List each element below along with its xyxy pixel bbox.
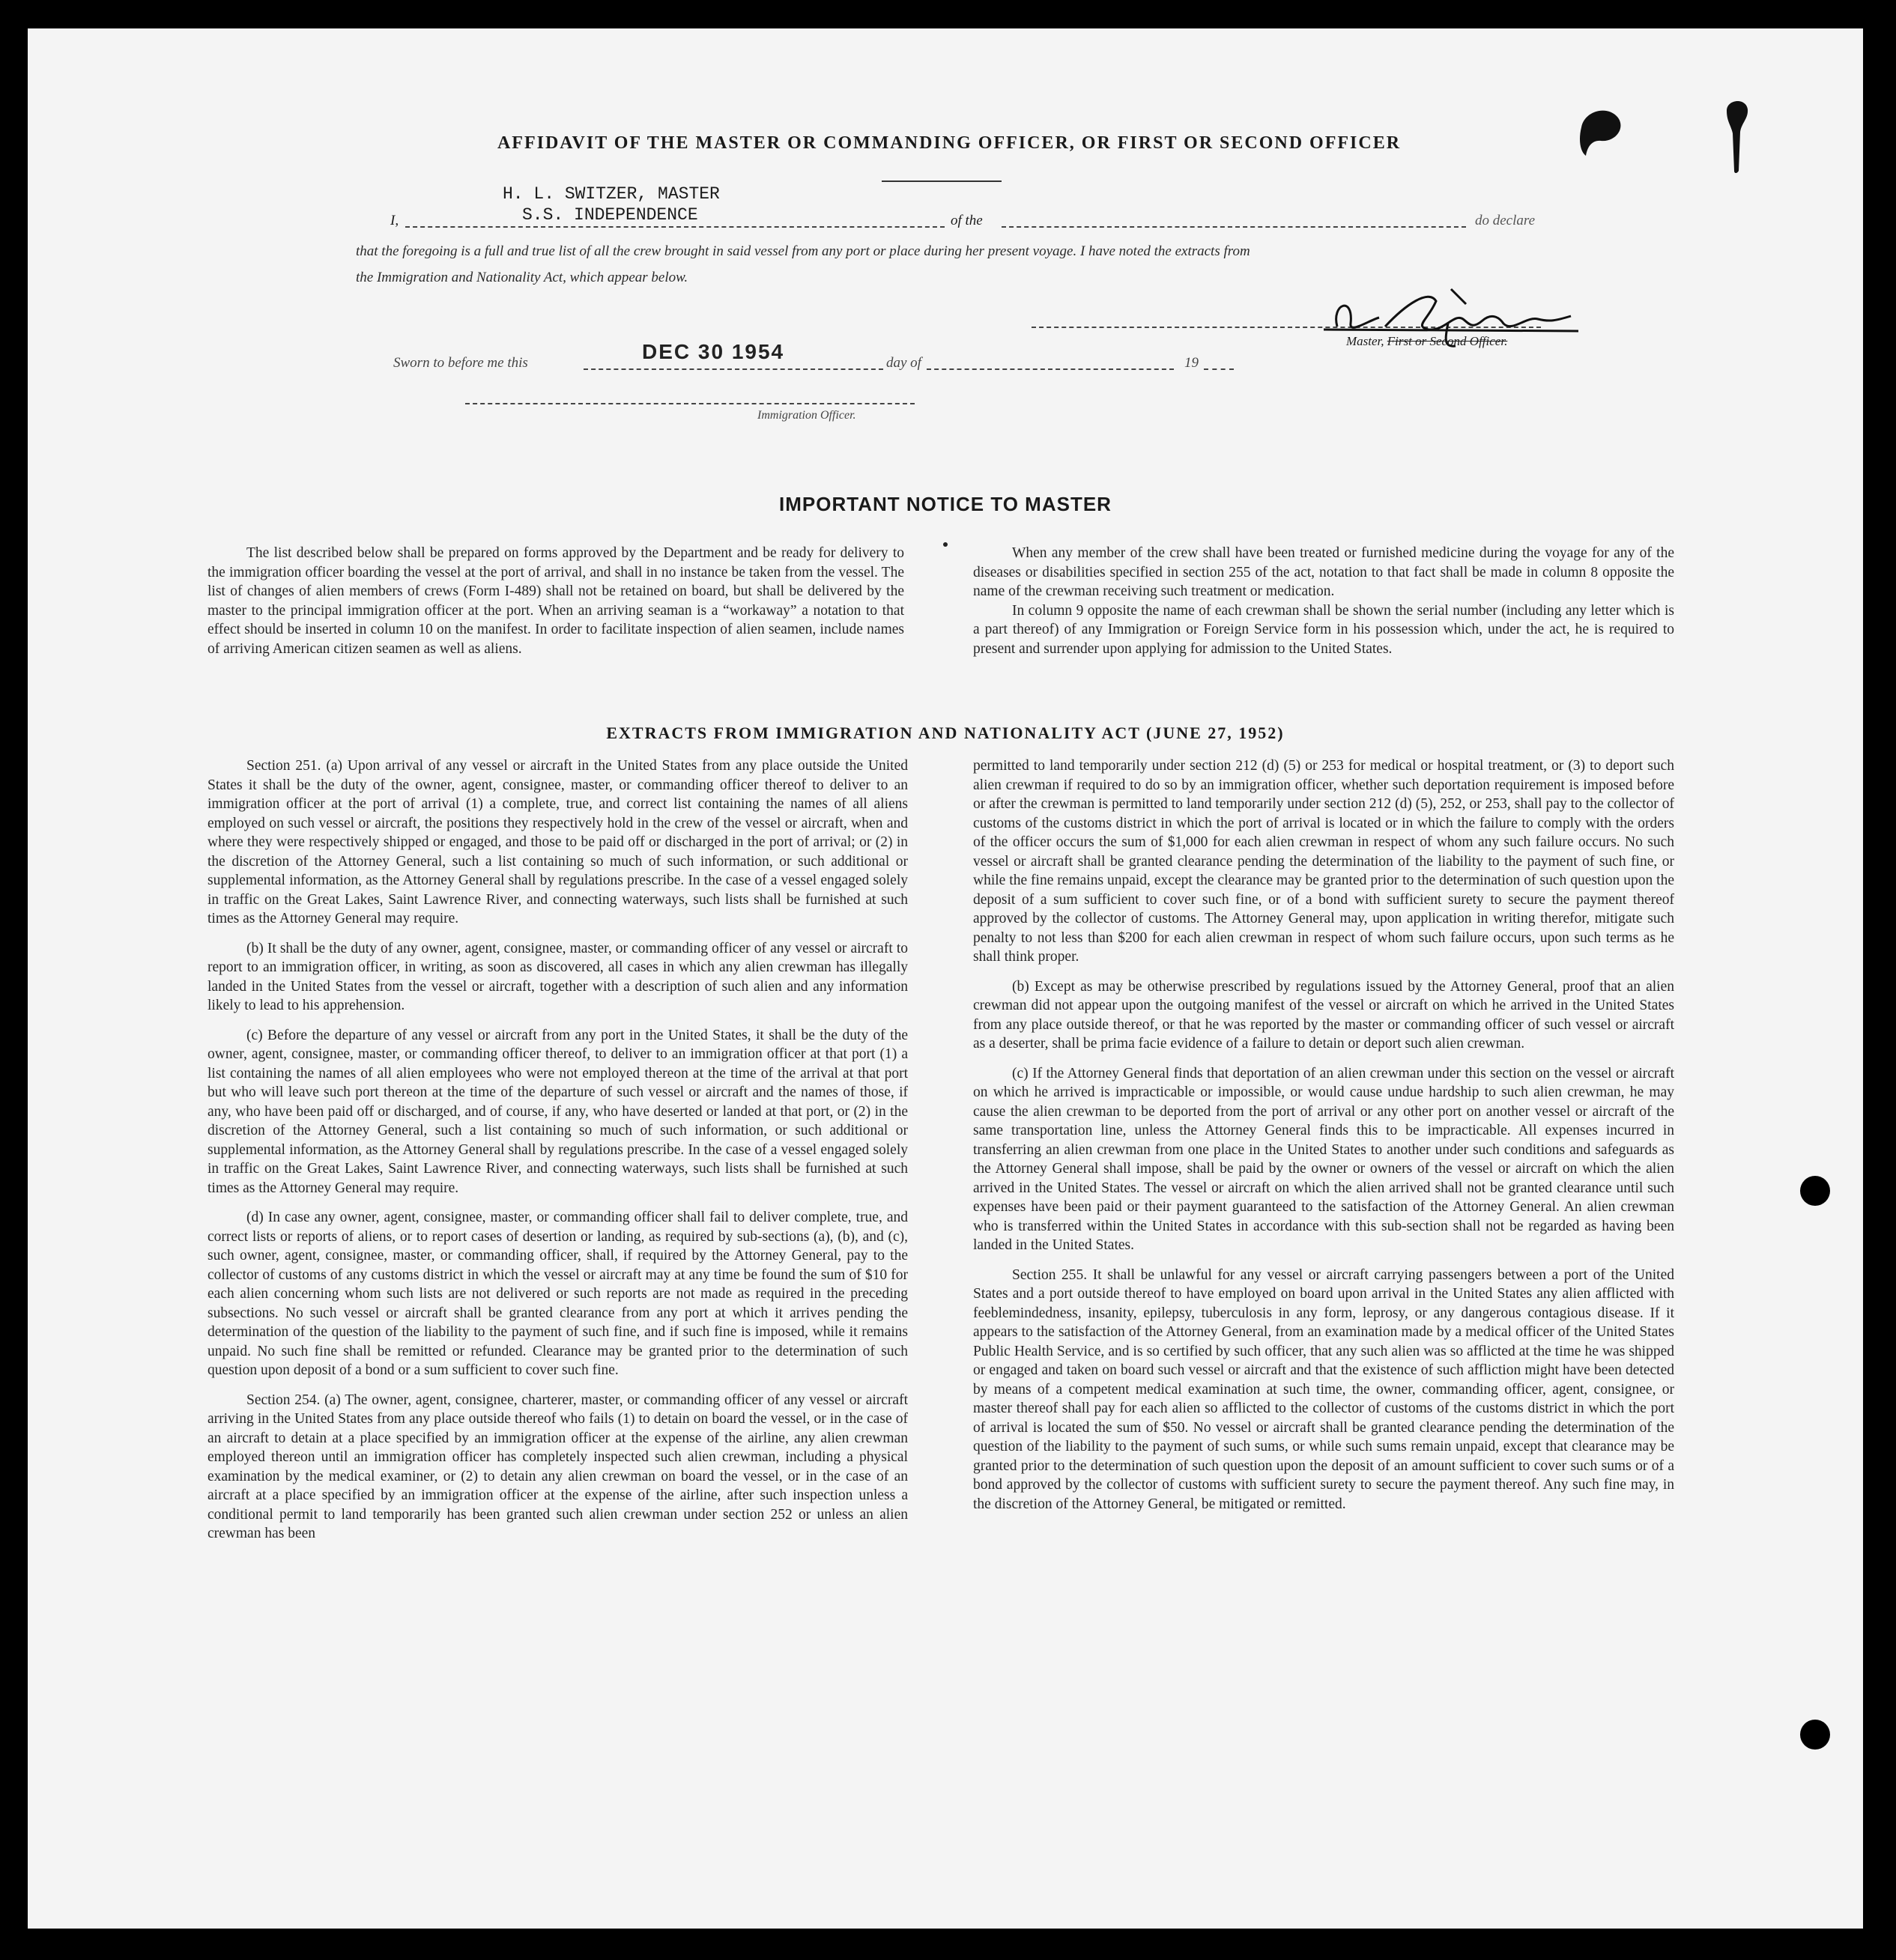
document-page [28, 28, 1863, 1929]
label-of-the: of the [951, 213, 983, 228]
notice-right-paragraph-1: When any member of the crew shall have been treated or furnished medicine during the voyage for any of the diseases or disabilities specified in section 255 of the act, notation to that fact shall be made in column 8 opposite the name of the crewman receiving such treatment or medication. [973, 545, 1674, 599]
year-label: 19 [1184, 355, 1199, 371]
punch-hole-lower [1800, 1720, 1830, 1750]
day-of-label: day of [886, 355, 921, 371]
label-do-declare: do declare [1475, 213, 1536, 228]
signature-title-master: Master, [1346, 334, 1384, 348]
extract-section-251b: (b) It shall be the duty of any owner, agent, consignee, master, or commanding officer of any vessel or aircraft to report to an immigration officer, in writing, as soon as discovered, all cases in which any alien crewman has illegally landed in the United States from the vessel or aircraft, together with a description of such alien and any information likely to lead to his apprehension. [208, 940, 908, 1013]
name-line [405, 226, 945, 228]
notice-left-column [208, 544, 904, 669]
typed-master-name: H. L. SWITZER, MASTER [503, 184, 720, 204]
punch-hole-upper [1800, 1176, 1830, 1206]
title-rule [882, 180, 1002, 182]
signature-title [1346, 334, 1507, 349]
extract-section-251a: Section 251. (a) Upon arrival of any vessel or aircraft in the United States from any place outside the United States it shall be the duty of the owner, agent, consignee, master, or commanding officer thereof to deliver to an immigration officer at the port of arrival (1) a complete, true, and correct list containing the names of all aliens employed on such vessel or aircraft, the positions they respectively hold in the crew of the vessel or aircraft, when and where they were respectively shipped or engaged, and those to be paid off or discharged in the port of arrival; or (2) in the discretion of the Attorney General, such a list containing so much of such information, or such additional or supplemental information, as the Attorney General shall by regulations prescribe. In the case of a vessel engaged solely in traffic on the Great Lakes, Saint Lawrence River, and connecting waterways, such lists shall be furnished at such times as the Attorney General may require. [208, 758, 908, 926]
declaration-line-2: the Immigration and Nationality Act, which appear below. [356, 270, 688, 285]
label-i: I, [390, 213, 399, 228]
sworn-label: Sworn to before me this [393, 355, 528, 371]
extract-section-254b: (b) Except as may be otherwise prescribed by regulations issued by the Attorney General, proof that an alien crewman did not appear upon the outgoing manifest of the vessel or aircraft on which he arrived in the United States from any place outside thereof, or that he was reported by the master or commanding officer of such vessel or aircraft as a deserter, shall be prima facie evidence of a failure to detain or deport such alien crewman. [973, 978, 1674, 1052]
immigration-officer-label: Immigration Officer. [757, 409, 856, 422]
notice-heading: IMPORTANT NOTICE TO MASTER [779, 493, 1112, 515]
notice-left-paragraph: The list described below shall be prepared on forms approved by the Department and be ready for delivery to the immigration officer boarding the vessel at the port of arrival, and shall in no instance be taken from the vessel. The list of changes of alien members of crews (Form I-489) shall not be retained on board, but shall be delivered by the master to the principal immigration officer at the port. When an arriving seaman is a “workaway” a notation to that effect should be inserted in column 10 on the manifest. In order to facilitate inspection of alien seamen, include names of arriving American citizen seamen as well as aliens. [208, 545, 904, 657]
typed-vessel-name: S.S. INDEPENDENCE [522, 205, 698, 225]
extract-section-251d: (d) In case any owner, agent, consignee, master, or commanding officer shall fail to deliver complete, true, and correct lists or reports of aliens, or to report cases of desertion or landing, as required by sub-sections (a), (b), and (c), such owner, agent, consignee, master, or commanding officer, shall, if required by the Attorney General, pay to the collector of customs of any customs district in which the vessel or aircraft may at any time be found the sum of $10 for each alien concerning whom such lists are not delivered or such reports are not made as required in the preceding subsections. No such vessel or aircraft shall be granted clearance from any port at which it arrives pending the determination of the question of the liability to the payment of such fine, and if such fine is imposed, while it remains unpaid. No such fine shall be remitted or refunded. Clearance may be granted prior to the determination of such question upon deposit of a bond or a sum sufficient to cover such fine. [208, 1210, 908, 1378]
notice-right-paragraph-2: In column 9 opposite the name of each crewman shall be shown the serial number (including any letter which is a part thereof) of any Immigration or Foreign Service form in his possession which, under the act, he is required to present and surrender upon applying for admission to the United States. [973, 602, 1674, 657]
year-line [1204, 368, 1234, 370]
month-line [927, 368, 1174, 370]
signature-title-struck: First or Second Officer. [1387, 334, 1508, 348]
date-stamp: DEC 30 1954 [642, 340, 785, 363]
sworn-date-line [584, 368, 883, 370]
ink-blot-mark [1571, 97, 1661, 165]
declaration-line-1: that the foregoing is a full and true list of all the crew brought in said vessel from any port or place during her present voyage. I have noted the extracts from [356, 243, 1250, 259]
extract-section-254c: (c) If the Attorney General finds that deportation of an alien crewman under this section on the vessel or aircraft on which he arrived is impracticable or impossible, or would cause undue hardship to such alien crewman, he may cause the alien crewman to be deported from the port of arrival or any other port on another vessel or aircraft of the same transportation line, unless the Attorney General finds this to be impracticable. All expenses incurred in transferring an alien crewman from one place in the United States to another under such conditions and safeguards as the Attorney General shall impose, shall be paid by the owner or owners of the vessel or aircraft on which the alien arrived in the United States. The vessel or aircraft on which the alien arrived shall not be granted clearance until such expenses have been paid or their payment guaranteed to the satisfaction of the Attorney General. An alien crewman who is transferred within the United States in accordance with this sub-section shall not be regarded as having been landed in the United States. [973, 1065, 1674, 1253]
affidavit-title: AFFIDAVIT OF THE MASTER OR COMMANDING OFFICER, OR FIRST OR SECOND OFFICER [497, 133, 1402, 153]
extracts-left-column [208, 756, 908, 1554]
notice-right-column [973, 544, 1674, 669]
extracts-heading: EXTRACTS FROM IMMIGRATION AND NATIONALITY ACT (JUNE 27, 1952) [606, 723, 1285, 742]
officer-signature-line [465, 403, 915, 404]
ink-drip-mark [1721, 96, 1758, 178]
extracts-right-column [973, 756, 1674, 1524]
extract-section-254a: Section 254. (a) The owner, agent, consignee, charterer, master, or commanding officer of any vessel or aircraft arriving in the United States from any place outside thereof who fails (1) to detain on board the vessel, or in the case of an aircraft to detain at a place specified by an immigration officer at the expense of the airline, any alien crewman employed thereon until an immigration officer has completely inspected such alien crewman, including a physical examination by the medical examiner, or (2) to detain any alien crewman on board the vessel, or in the case of an aircraft at a place specified by an immigration officer at the expense of the airline, after such inspection unless a conditional permit to land temporarily has been granted such alien crewman under section 252 or unless an alien crewman has been [208, 1392, 908, 1541]
extract-section-255: Section 255. It shall be unlawful for any vessel or aircraft carrying passengers between a port of the United States and a port outside thereof to have employed on board upon arrival in the United States any alien afflicted with feeblemindedness, insanity, epilepsy, tuberculosis in any form, leprosy, or any dangerous contagious disease. If it appears to the satisfaction of the Attorney General, from an examination made by a medical officer of the United States Public Health Service, and is so certified by such officer, that any such alien was so afflicted at the time he was shipped or engaged and taken on board such vessel or aircraft and that the existence of such affliction might have been detected by means of a competent medical examination at such time, the owner, commanding officer, agent, consignee, or master thereof shall pay for each alien so afflicted to the collector of customs of the customs district in which the port of arrival is located the sum of $50. No vessel or aircraft shall be granted clearance pending the determination of the question of the liability to the payment of such sums, or while such sums remain unpaid, except that clearance may be granted prior to the determination of such question upon the deposit of an amount sufficient to cover such sums or of a bond approved by the collector of customs with sufficient surety to secure the payment thereof. Any such fine may, in the discretion of the Attorney General, be mitigated or remitted. [973, 1266, 1674, 1512]
extract-section-254a-continued: permitted to land temporarily under section 212 (d) (5) or 253 for medical or hospital treatment, or (3) to deport such alien crewman if required to do so by an immigration officer, whether such deportation requirement is imposed before or after the crewman is permitted to land temporarily under section 212 (d) (5), 252, or 253, shall pay to the collector of customs of the customs district in which the port of arrival is located or in which the failure to comply with the orders of the officer occurs the sum of $1,000 for each alien crewman in respect of whom any such failure occurs. No such vessel or aircraft shall be granted clearance pending the determination of the liability to the payment of such fine, or while the fine remains unpaid, except the clearance may be granted prior to the determination of such question upon the deposit of a sum sufficient to cover such fine, or of a bond with sufficient surety to secure the payment thereof approved by the collector of customs. The Attorney General may, upon application in writing therefor, mitigate such penalty to not less than $200 for each alien crewman in respect of whom such failure occurs, upon such terms as he shall think proper. [973, 758, 1674, 965]
vessel-line [1002, 226, 1466, 228]
extract-section-251c: (c) Before the departure of any vessel or aircraft from any port in the United States, it shall be the duty of the owner, agent, consignee, master, or commanding officer thereof, to deliver to an immigration officer at that port (1) a list containing the names of all alien employees who were not employed thereon at the time of the arrival at that port but who will leave such port thereon at the time of the departure of such vessel or aircraft and the names of those, if any, who have been paid off or discharged, and of course, if any, who have deserted or landed at that port, or (2) in the discretion of the Attorney General, such a list containing so much of such information, or such additional or supplemental information, as the Attorney General shall by regulations prescribe. In the case of a vessel engaged solely in traffic on the Great Lakes, Saint Lawrence River, and connecting waterways, such lists shall be furnished at such times as the Attorney General may require. [208, 1027, 908, 1196]
dot-mark [943, 542, 948, 547]
